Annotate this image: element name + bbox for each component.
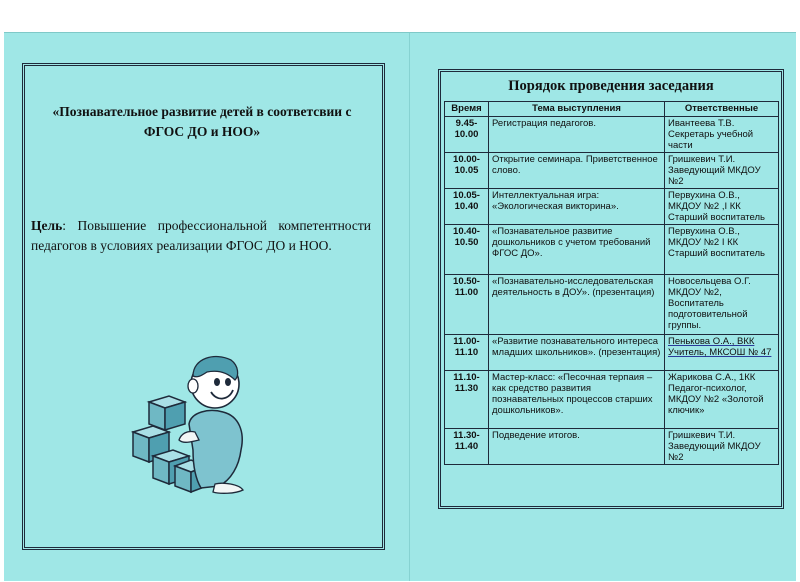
goal-label: Цель <box>31 218 63 233</box>
seminar-title-line2: ФГОС ДО и НОО» <box>143 124 261 139</box>
table-row <box>445 153 779 189</box>
time-cell: 10.50-11.00 <box>445 275 489 335</box>
schedule-title: Порядок проведения заседания <box>508 78 714 94</box>
table-row <box>445 429 779 465</box>
seminar-title <box>37 102 367 142</box>
goal-paragraph <box>31 216 371 256</box>
topic-cell: «Познавательно-исследовательская деятельность в ДОУ». (презентация) <box>489 275 665 335</box>
time-cell: 9.45-10.00 <box>445 117 489 153</box>
table-row <box>445 117 779 153</box>
table-row <box>445 225 779 275</box>
brochure-sheet <box>4 32 796 581</box>
responsible-cell: Гришкевич Т.И. Заведующий МКДОУ №2 <box>665 429 779 465</box>
topic-cell: Мастер-класс: «Песочная терпаия – как средство развития познавательных процессов старших дошкольников». <box>489 371 665 429</box>
time-cell: 10.00-10.05 <box>445 153 489 189</box>
time-cell: 11.10-11.30 <box>445 371 489 429</box>
topic-cell: Регистрация педагогов. <box>489 117 665 153</box>
responsible-cell: Первухина О.В., МКДОУ №2 I КК Старший воспитатель <box>665 225 779 275</box>
header-responsible: Ответственные <box>665 102 779 117</box>
header-topic: Тема выступления <box>489 102 665 117</box>
topic-cell: Открытие семинара. Приветственное слово. <box>489 153 665 189</box>
responsible-cell: Первухина О.В., МКДОУ №2 ,I КК Старший воспитатель <box>665 189 779 225</box>
responsible-cell: Новосельцева О.Г. МКДОУ №2, Воспитатель подготовительной группы. <box>665 275 779 335</box>
responsible-cell: Жарикова С.А., 1КК Педагог-психолог, МКДОУ №2 «Золотой ключик» <box>665 371 779 429</box>
topic-cell: Подведение итогов. <box>489 429 665 465</box>
table-row <box>445 189 779 225</box>
topic-cell: Интеллектуальная игра: «Экологическая викторина». <box>489 189 665 225</box>
table-row <box>445 371 779 429</box>
table-header-row <box>445 102 779 117</box>
time-cell: 10.05-10.40 <box>445 189 489 225</box>
schedule-panel <box>438 69 784 509</box>
time-cell: 10.40-10.50 <box>445 225 489 275</box>
child-with-blocks-icon <box>131 346 259 496</box>
table-row <box>445 335 779 371</box>
time-cell: 11.30-11.40 <box>445 429 489 465</box>
fold-line <box>409 33 410 581</box>
responsible-cell: Пенькова О.А., ВКК Учитель, МКСОШ № 47 <box>665 335 779 371</box>
header-time: Время <box>445 102 489 117</box>
table-row <box>445 275 779 335</box>
seminar-title-line1: «Познавательное развитие детей в соответсвии с <box>52 104 352 119</box>
goal-text: : Повышение профессиональной компетентности педагогов в условиях реализации ФГОС ДО и НОО. <box>31 218 371 253</box>
cover-panel <box>22 63 385 550</box>
responsible-cell: Ивантеева Т.В. Секретарь учебной части <box>665 117 779 153</box>
topic-cell: «Развитие познавательного интереса младших школьников». (презентация) <box>489 335 665 371</box>
responsible-cell: Гришкевич Т.И. Заведующий МКДОУ №2 <box>665 153 779 189</box>
topic-cell: «Познавательное развитие дошкольников с учетом требований ФГОС ДО». <box>489 225 665 275</box>
time-cell: 11.00-11.10 <box>445 335 489 371</box>
schedule-table <box>444 101 779 465</box>
